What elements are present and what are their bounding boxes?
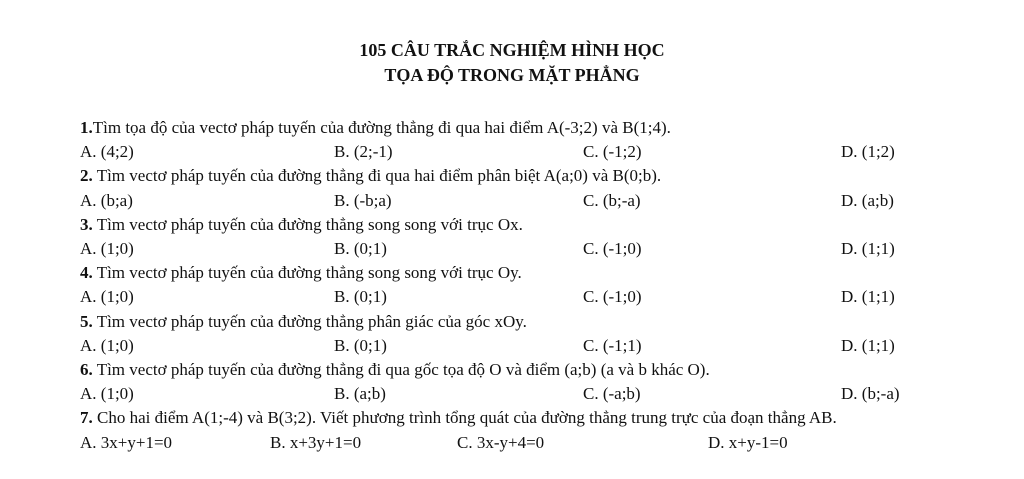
answer-options <box>80 189 1000 213</box>
question-text: Tìm tọa độ của vectơ pháp tuyến của đường thẳng đi qua hai điểm A(-3;2) và B(1;4). <box>92 118 671 137</box>
answer-options <box>80 382 1000 406</box>
question-text: Tìm vectơ pháp tuyến của đường thẳng đi qua gốc tọa độ O và điểm (a;b) (a và b khác O). <box>92 359 710 379</box>
answer-options <box>80 237 1000 261</box>
question-2 <box>80 164 1000 212</box>
question-1 <box>80 116 1000 164</box>
document-title <box>0 38 1024 88</box>
option-b: B. (0;1) <box>334 238 387 258</box>
option-c: C. (-1;2) <box>583 142 642 162</box>
option-c: C. (-1;0) <box>583 287 642 307</box>
option-d: D. (a;b) <box>841 190 894 210</box>
option-a: A. (1;0) <box>80 238 134 258</box>
option-d: D. (1;1) <box>841 238 895 258</box>
question-5 <box>80 310 1000 358</box>
question-text: Tìm vectơ pháp tuyến của đường thẳng đi qua hai điểm phân biệt A(a;0) và B(0;b). <box>92 166 662 186</box>
option-c: C. (-a;b) <box>583 384 641 404</box>
option-c: C. 3x-y+4=0 <box>457 432 545 452</box>
question-number: 6. <box>80 359 93 379</box>
question-number: 5. <box>80 311 93 331</box>
option-b: B. (-b;a) <box>334 190 392 210</box>
answer-options <box>80 140 1000 164</box>
option-d: D. (b;-a) <box>841 384 900 404</box>
option-c: C. (-1;0) <box>583 238 642 258</box>
option-a: A. 3x+y+1=0 <box>80 432 173 452</box>
question-number: 4. <box>80 263 93 283</box>
title-line-2: TỌA ĐỘ TRONG MẶT PHẲNG <box>384 65 640 85</box>
title-line-1: 105 CÂU TRẮC NGHIỆM HÌNH HỌC <box>359 40 665 60</box>
question-4 <box>80 261 1000 309</box>
option-a: A. (1;0) <box>80 287 134 307</box>
option-a: A. (1;0) <box>80 384 134 404</box>
answer-options <box>80 285 1000 309</box>
question-7 <box>80 406 1000 454</box>
option-b: B. (2;-1) <box>334 142 393 162</box>
question-text: Tìm vectơ pháp tuyến của đường thẳng song song với trục Ox. <box>92 214 523 234</box>
question-number: 7. <box>80 408 93 428</box>
question-number: 1. <box>80 118 93 137</box>
question-text: Tìm vectơ pháp tuyến của đường thẳng phân giác của góc xOy. <box>92 311 527 331</box>
option-d: D. (1;1) <box>841 287 895 307</box>
option-d: D. x+y-1=0 <box>708 432 788 452</box>
question-3 <box>80 213 1000 261</box>
option-b: B. x+3y+1=0 <box>270 432 362 452</box>
option-d: D. (1;1) <box>841 335 895 355</box>
answer-options <box>80 431 1000 455</box>
option-c: C. (-1;1) <box>583 335 642 355</box>
option-a: A. (1;0) <box>80 335 134 355</box>
option-a: A. (4;2) <box>80 142 134 162</box>
option-c: C. (b;-a) <box>583 190 641 210</box>
question-list <box>80 116 1000 455</box>
option-a: A. (b;a) <box>80 190 133 210</box>
option-b: B. (a;b) <box>334 384 386 404</box>
option-b: B. (0;1) <box>334 287 387 307</box>
option-b: B. (0;1) <box>334 335 387 355</box>
answer-options <box>80 334 1000 358</box>
question-6 <box>80 358 1000 406</box>
question-number: 2. <box>80 166 93 186</box>
question-text: Cho hai điểm A(1;-4) và B(3;2). Viết phương trình tổng quát của đường thẳng trung trực của đoạn thẳng AB. <box>92 408 837 428</box>
option-d: D. (1;2) <box>841 142 895 162</box>
question-number: 3. <box>80 214 93 234</box>
question-text: Tìm vectơ pháp tuyến của đường thẳng song song với trục Oy. <box>92 263 522 283</box>
